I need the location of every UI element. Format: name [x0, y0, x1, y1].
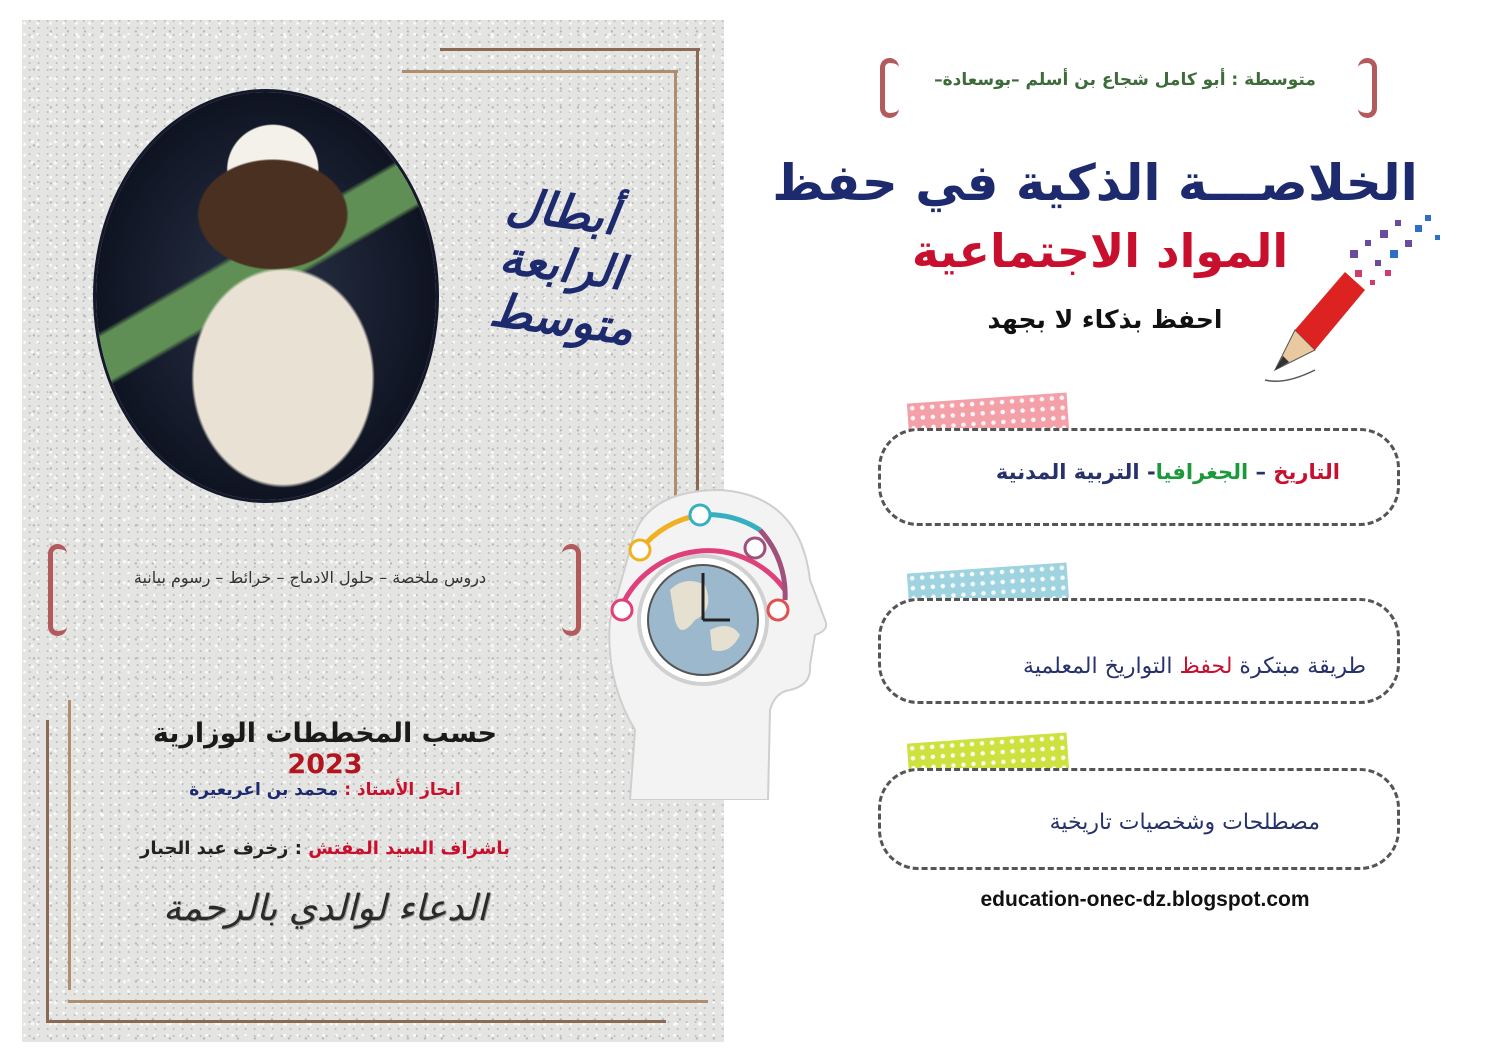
frame-line-top [402, 70, 678, 73]
frame-line-left-2 [46, 720, 49, 1020]
bracket-left [48, 544, 67, 636]
plan-text: حسب المخططات الوزارية [152, 718, 498, 749]
main-title-line-2: المواد الاجتماعية [911, 224, 1289, 278]
subject-history: التاريخ [1273, 460, 1340, 484]
dedication: الدعاء لوالدي بالرحمة [163, 888, 487, 929]
method-box [878, 598, 1400, 704]
school-line: متوسطة : أبو كامل شجاع بن أسلم –بوسعادة– [934, 70, 1316, 90]
heroes-title [442, 176, 682, 356]
author-name: محمد بن اعريعيرة [189, 780, 339, 800]
subject-dash-2: - [1146, 460, 1156, 484]
portrait-image [96, 92, 436, 500]
supervisor-line [120, 838, 530, 859]
subject-geography: الجغرافيا [1155, 460, 1249, 484]
subject-civics: التربية المدنية [995, 460, 1140, 484]
bracket-right [562, 544, 581, 636]
method-part-1: طريقة مبتكرة [1239, 654, 1366, 679]
heroes-line-3: متوسط [486, 282, 638, 356]
method-part-2: لحفظ [1179, 654, 1233, 679]
author-line [120, 780, 530, 800]
pencil-icon [1255, 210, 1455, 390]
plan-year: 2023 [287, 749, 363, 780]
main-title-line-1: الخلاصـــة الذكية في حفظ [772, 154, 1418, 212]
subject-dash: – [1255, 460, 1267, 484]
heroes-line-2: الرابعة [496, 229, 628, 301]
plan-line [120, 718, 530, 780]
heroes-line-1: أبطال [503, 176, 621, 246]
website-link[interactable]: education-onec-dz.blogspot.com [980, 888, 1310, 911]
supervisor-label: باشراف السيد المفتش [308, 838, 510, 859]
slogan: احفظ بذكاء لا بجهد [987, 305, 1223, 334]
method-line [900, 654, 1366, 679]
terms-line: مصطلحات وشخصيات تاريخية [1049, 810, 1320, 835]
supervisor-name: زخرف عبد الجبار [140, 838, 289, 859]
subjects-line [900, 460, 1340, 484]
frame-line-top-2 [440, 48, 700, 51]
method-part-3: التواريخ المعلمية [1023, 654, 1173, 679]
school-bracket-left [880, 58, 899, 118]
head-clock-graphic [600, 470, 830, 800]
school-bracket-right [1358, 58, 1377, 118]
supervisor-sep: : [294, 838, 302, 859]
contents-line: دروس ملخصة – حلول الادماج – خرائط – رسوم بيانية [133, 568, 487, 587]
frame-line-left [68, 700, 71, 990]
author-label: انجاز الأستاذ : [344, 780, 461, 800]
frame-line-bottom [68, 1000, 708, 1003]
frame-line-bottom-2 [46, 1020, 666, 1023]
